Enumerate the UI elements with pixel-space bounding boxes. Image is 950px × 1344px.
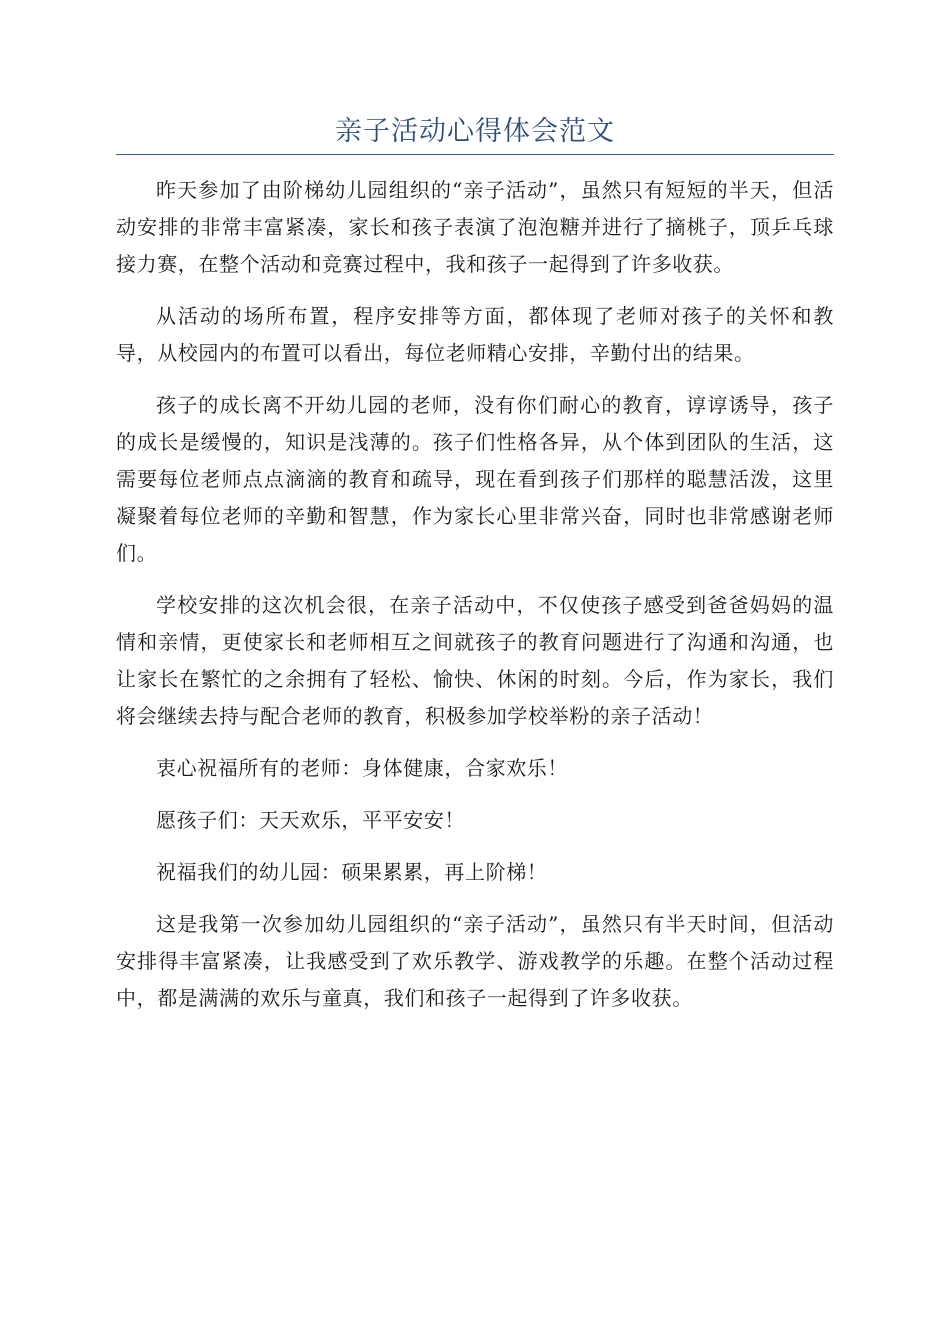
paragraph-3: 孩子的成长离不开幼儿园的老师，没有你们耐心的教育，谆谆诱导，孩子的成长是缓慢的，知识是浅薄的。孩子们性格各异，从个体到团队的生活，这需要每位老师点点滴滴的教育和疏导，现在看到孩子们那样的聪慧活泼，这里凝聚着每位老师的辛勤和智慧，作为家长心里非常兴奋，同时也非常感谢老师们。 bbox=[116, 393, 834, 565]
paragraph-5: 衷心祝福所有的老师：身体健康，合家欢乐！ bbox=[156, 756, 568, 780]
document-body bbox=[116, 172, 834, 1032]
document-title: 亲子活动心得体会范文 bbox=[335, 116, 615, 147]
paragraph-8: 这是我第一次参加幼儿园组织的“亲子活动”，虽然只有半天时间，但活动安排得丰富紧凑，让我感受到了欢乐教学、游戏教学的乐趣。在整个活动过程中，都是满满的欢乐与童真，我们和孩子一起得到了许多收获。 bbox=[116, 912, 834, 1010]
paragraph-1: 昨天参加了由阶梯幼儿园组织的“亲子活动”，虽然只有短短的半天，但活动安排的非常丰富紧凑，家长和孩子表演了泡泡糖并进行了摘桃子，顶乒乓球接力赛，在整个活动和竞赛过程中，我和孩子一起得到了许多收获。 bbox=[116, 178, 834, 276]
paragraph-4: 学校安排的这次机会很，在亲子活动中，不仅使孩子感受到爸爸妈妈的温情和亲情，更使家长和老师相互之间就孩子的教育问题进行了沟通和沟通，也让家长在繁忙的之余拥有了轻松、愉快、休闲的时刻。今后，作为家长，我们将会继续去持与配合老师的教育，积极参加学校举粉的亲子活动！ bbox=[116, 593, 834, 728]
paragraph-6: 愿孩子们：天天欢乐，平平安安！ bbox=[156, 808, 465, 832]
title-underline bbox=[116, 154, 834, 155]
paragraph-2: 从活动的场所布置，程序安排等方面，都体现了老师对孩子的关怀和教导，从校园内的布置可以看出，每位老师精心安排，辛勤付出的结果。 bbox=[116, 304, 834, 365]
title-block bbox=[116, 112, 834, 155]
paragraph-7: 祝福我们的幼儿园：硕果累累，再上阶梯！ bbox=[156, 860, 548, 884]
